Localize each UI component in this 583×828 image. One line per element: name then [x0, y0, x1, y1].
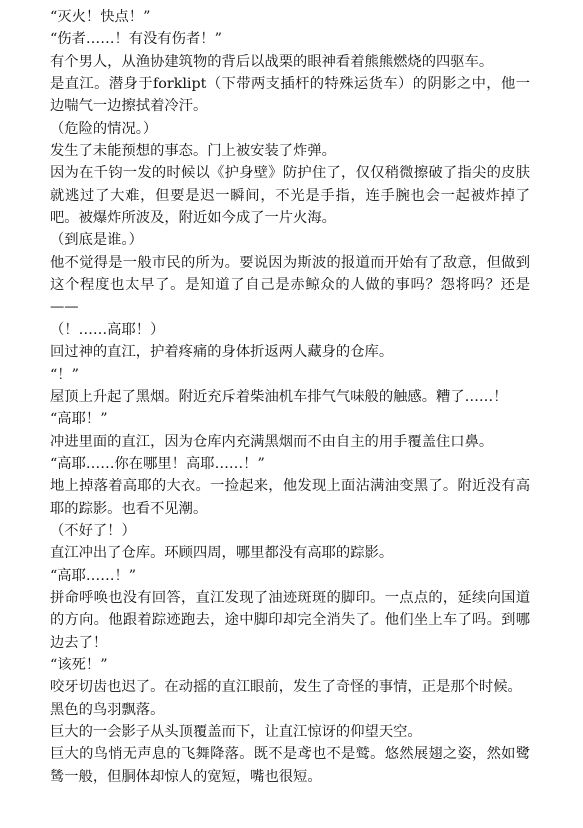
paragraph-10: （！……高耶！）: [50, 321, 165, 338]
paragraph-25: 巨大的一会影子从头顶覆盖而下，让直江惊讶的仰望天空。: [50, 724, 422, 740]
paragraph-13: 屋顶上升起了黑烟。附近充斥着柴油机车排气气味般的触感。糟了……！: [50, 388, 508, 405]
paragraph-23: 咬牙切齿也迟了。在动摇的直江眼前，发生了奇怪的事情，正是那个时候。: [50, 679, 522, 696]
document-page: [50, 6, 530, 788]
paragraph-11: 回过神的直江，护着疼痛的身体折返两人藏身的仓库。: [50, 344, 394, 361]
paragraph-7: 因为在千钧一发的时候以《护身壁》防护住了，仅仅稍微擦破了指尖的皮肤就逃过了大难，但要是迟一瞬间，不光是手指，连手腕也会一起被炸掉了吧。被爆炸所波及，附近如今成了一片火海。: [50, 165, 530, 227]
paragraph-14: “高耶！”: [50, 411, 108, 428]
paragraph-1: “灭火！快点！”: [50, 9, 151, 25]
paragraph-26: 巨大的鸟悄无声息的飞舞降落。既不是鸢也不是鹫。悠然展翅之姿，然如鹭鸶一般，但胴体却惊人的宽短，嘴也很短。: [50, 746, 530, 785]
paragraph-18: （不好了！）: [50, 522, 136, 539]
paragraph-16: “高耶……你在哪里！高耶……！”: [50, 455, 265, 472]
paragraph-22: “该死！”: [50, 656, 108, 673]
paragraph-12: “！”: [50, 366, 79, 383]
paragraph-4: 是直江。潜身于forklipt（下带两支插杆的特殊运货车）的阴影之中，他一边喘气一边擦拭着冷汗。: [50, 76, 530, 115]
paragraph-3: 有个男人，从渔协建筑物的背后以战栗的眼神看着熊熊燃烧的四驱车。: [50, 53, 494, 70]
paragraph-20: “高耶……！”: [50, 567, 137, 584]
paragraph-15: 冲进里面的直江，因为仓库内充满黑烟而不由自主的用手覆盖住口鼻。: [50, 433, 494, 450]
paragraph-19: 直江冲出了仓库。环顾四周，哪里都没有高耶的踪影。: [50, 545, 394, 562]
paragraph-5: （危险的情况。）: [50, 120, 158, 137]
paragraph-9: 他不觉得是一般市民的所为。要说因为斯波的报道而开始有了敌意，但做到这个程度也太早了。是知道了自己是赤鲸众的人做的事吗？怨将吗？还是——: [50, 254, 530, 316]
paragraph-24: 黑色的鸟羽飘落。: [50, 701, 165, 718]
paragraph-6: 发生了未能预想的事态。门上被安装了炸弹。: [50, 143, 336, 160]
paragraph-17: 地上掉落着高耶的大衣。一捡起来，他发现上面沾满油变黑了。附近没有高耶的踪影。也看不见潮。: [50, 478, 530, 517]
paragraph-21: 拼命呼唤也没有回答，直江发现了油迹斑斑的脚印。一点点的，延续向国道的方向。他跟着踪迹跑去，途中脚印却完全消失了。他们坐上车了吗。到哪边去了！: [50, 589, 530, 651]
paragraph-2: “伤者……！有没有伤者！”: [50, 31, 222, 48]
paragraph-8: （到底是谁。）: [50, 232, 143, 249]
